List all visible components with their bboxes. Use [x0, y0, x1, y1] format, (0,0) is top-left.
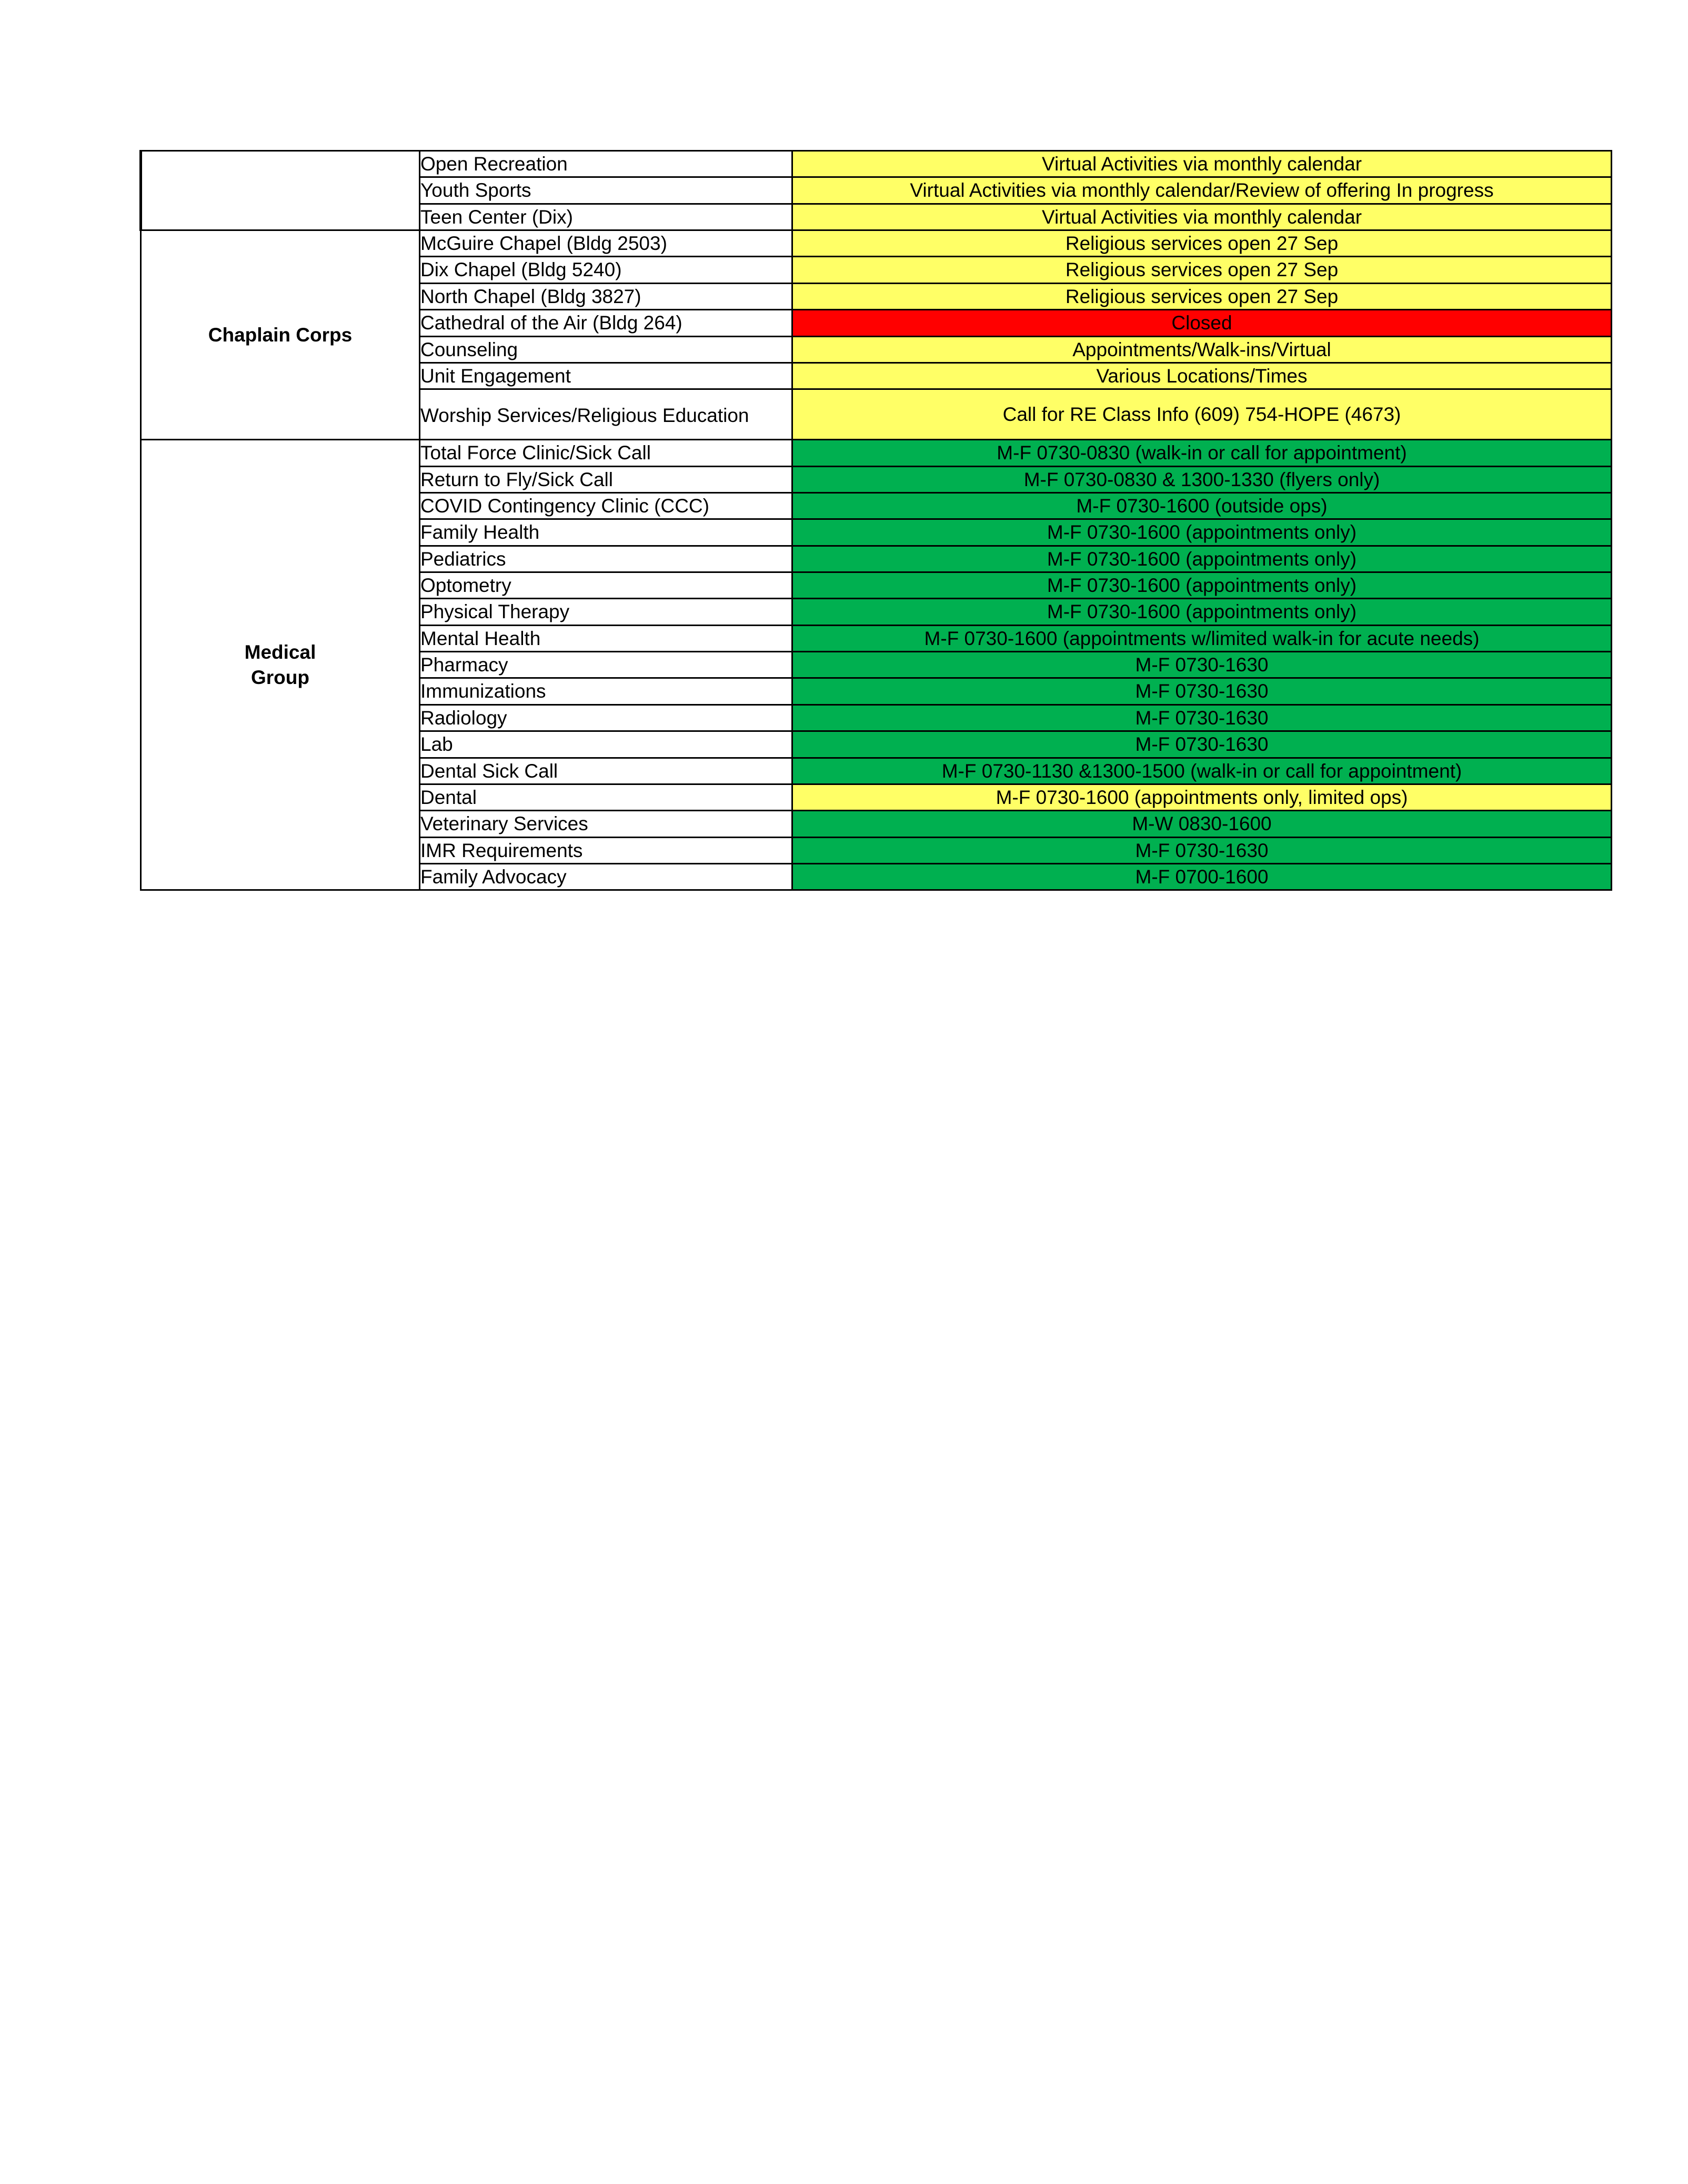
- services-status-table: [139, 150, 1612, 891]
- status-cell: Religious services open 27 Sep: [792, 257, 1612, 283]
- group-label-chaplain-corps: Chaplain Corps: [141, 230, 420, 440]
- table-body: [141, 151, 1612, 890]
- service-name-cell: Lab: [420, 731, 792, 758]
- service-name-cell: Immunizations: [420, 678, 792, 704]
- status-cell: M-F 0730-1600 (appointments only): [792, 599, 1612, 625]
- group-label-line: Group: [251, 666, 309, 688]
- group-label-empty: [141, 151, 420, 230]
- status-cell: M-F 0730-1630: [792, 652, 1612, 678]
- status-cell: M-F 0730-0830 (walk-in or call for appointment): [792, 440, 1612, 466]
- service-name-cell: Cathedral of the Air (Bldg 264): [420, 310, 792, 336]
- service-name-cell: Dental: [420, 784, 792, 810]
- status-cell: M-F 0730-1130 &1300-1500 (walk-in or call for appointment): [792, 758, 1612, 784]
- service-name-cell: Unit Engagement: [420, 363, 792, 389]
- status-cell: M-F 0730-1600 (outside ops): [792, 492, 1612, 519]
- service-name-cell: North Chapel (Bldg 3827): [420, 283, 792, 309]
- service-name-cell: Veterinary Services: [420, 811, 792, 837]
- table-row: [141, 151, 1612, 177]
- status-cell: Closed: [792, 310, 1612, 336]
- service-name-cell: Mental Health: [420, 625, 792, 651]
- status-cell: M-F 0730-1600 (appointments w/limited walk-in for acute needs): [792, 625, 1612, 651]
- status-cell: M-F 0730-1600 (appointments only): [792, 546, 1612, 572]
- group-label-line: Medical: [244, 641, 316, 663]
- service-name-cell: Total Force Clinic/Sick Call: [420, 440, 792, 466]
- status-cell: Call for RE Class Info (609) 754-HOPE (4673): [792, 389, 1612, 440]
- service-name-cell: McGuire Chapel (Bldg 2503): [420, 230, 792, 257]
- status-cell: M-F 0730-1630: [792, 731, 1612, 758]
- service-name-cell: Pharmacy: [420, 652, 792, 678]
- status-cell: M-F 0730-1600 (appointments only): [792, 519, 1612, 546]
- status-cell: M-F 0730-0830 & 1300-1330 (flyers only): [792, 466, 1612, 492]
- group-label-medical-group: [141, 440, 420, 890]
- status-cell: M-F 0730-1600 (appointments only, limited ops): [792, 784, 1612, 810]
- status-cell: M-F 0730-1630: [792, 837, 1612, 863]
- table-row: [141, 440, 1612, 466]
- status-cell: Virtual Activities via monthly calendar: [792, 204, 1612, 230]
- status-cell: Appointments/Walk-ins/Virtual: [792, 336, 1612, 363]
- service-name-cell: Teen Center (Dix): [420, 204, 792, 230]
- service-name-cell: Return to Fly/Sick Call: [420, 466, 792, 492]
- table-row: [141, 230, 1612, 257]
- service-name-cell: Pediatrics: [420, 546, 792, 572]
- status-cell: Various Locations/Times: [792, 363, 1612, 389]
- service-name-cell: COVID Contingency Clinic (CCC): [420, 492, 792, 519]
- service-name-cell: Open Recreation: [420, 151, 792, 177]
- status-cell: Religious services open 27 Sep: [792, 230, 1612, 257]
- service-name-cell: [420, 389, 792, 440]
- status-cell: M-W 0830-1600: [792, 811, 1612, 837]
- status-cell: M-F 0730-1600 (appointments only): [792, 572, 1612, 599]
- service-name-cell: Optometry: [420, 572, 792, 599]
- status-cell: Virtual Activities via monthly calendar/Review of offering In progress: [792, 177, 1612, 204]
- status-cell: M-F 0730-1630: [792, 678, 1612, 704]
- services-status-table-wrap: [139, 150, 1610, 891]
- status-cell: Religious services open 27 Sep: [792, 283, 1612, 309]
- service-name-cell: Family Health: [420, 519, 792, 546]
- service-name-cell: Physical Therapy: [420, 599, 792, 625]
- service-name-cell: Dental Sick Call: [420, 758, 792, 784]
- service-name-cell: IMR Requirements: [420, 837, 792, 863]
- service-name-cell: Youth Sports: [420, 177, 792, 204]
- status-cell: M-F 0700-1600: [792, 863, 1612, 890]
- status-cell: Virtual Activities via monthly calendar: [792, 151, 1612, 177]
- service-name-cell: Family Advocacy: [420, 863, 792, 890]
- service-name-cell: Dix Chapel (Bldg 5240): [420, 257, 792, 283]
- service-name-cell: Counseling: [420, 336, 792, 363]
- status-cell: M-F 0730-1630: [792, 704, 1612, 731]
- service-name-text: Worship Services/Religious Education: [420, 404, 749, 426]
- service-name-cell: Radiology: [420, 704, 792, 731]
